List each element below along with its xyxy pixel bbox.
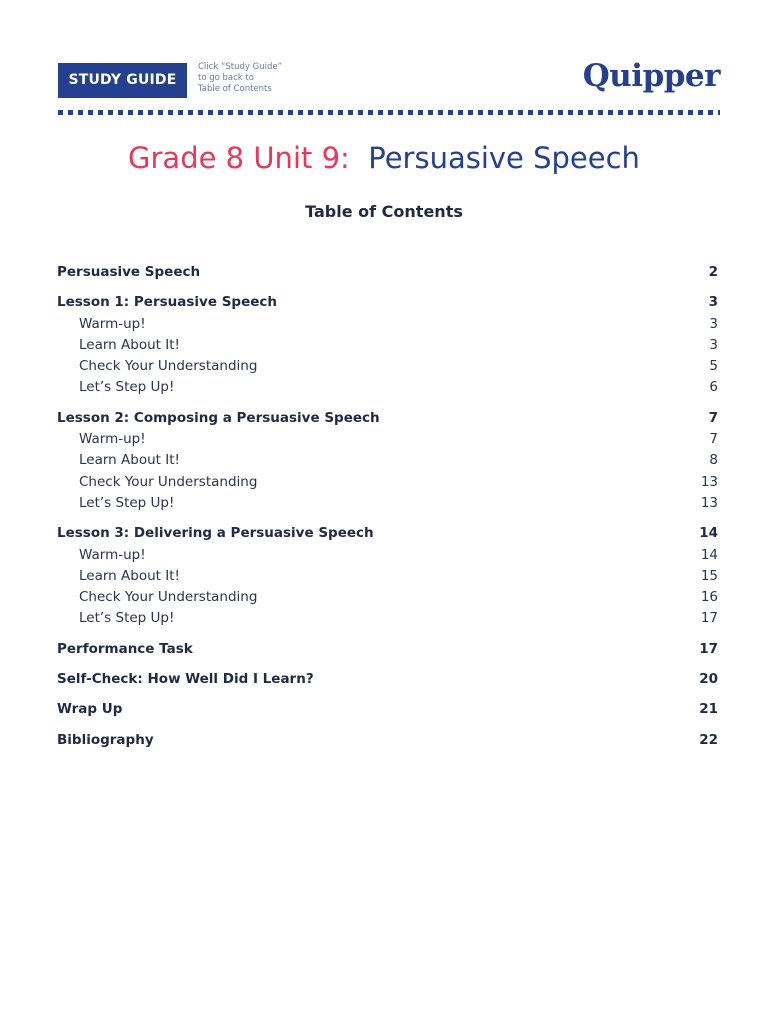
toc-subsection-link[interactable]: [57, 377, 718, 398]
table-of-contents: [57, 262, 718, 751]
toc-subsection-link[interactable]: [57, 450, 718, 471]
toc-subsection-link[interactable]: [57, 566, 718, 587]
toc-subsection-label: Let’s Step Up!: [79, 610, 175, 627]
study-guide-hint: [198, 62, 282, 95]
toc-subsection-label: Learn About It!: [79, 452, 180, 469]
toc-page-number: 17: [700, 610, 718, 627]
toc-subsection-link[interactable]: [57, 335, 718, 356]
toc-section-label: Bibliography: [57, 731, 154, 748]
toc-page-number: 20: [699, 671, 718, 688]
hint-line: Click “Study Guide”: [198, 62, 282, 72]
toc-section-label: Lesson 3: Delivering a Persuasive Speech: [57, 525, 374, 542]
toc-section-label: Self-Check: How Well Did I Learn?: [57, 671, 314, 688]
toc-gap: [57, 690, 718, 699]
toc-gap: [57, 660, 718, 669]
toc-section-label: Performance Task: [57, 640, 193, 657]
toc-section-link[interactable]: [57, 523, 718, 544]
toc-gap: [57, 721, 718, 730]
toc-page-number: 6: [709, 379, 718, 396]
toc-page-number: 7: [709, 431, 718, 448]
toc-subsection-label: Learn About It!: [79, 336, 180, 353]
toc-section-link[interactable]: [57, 669, 718, 690]
toc-page-number: 5: [709, 358, 718, 375]
toc-section-label: Wrap Up: [57, 701, 123, 718]
toc-page-number: 14: [700, 546, 718, 563]
toc-page-number: 3: [709, 315, 718, 332]
toc-subsection-link[interactable]: [57, 608, 718, 629]
toc-subsection-link[interactable]: [57, 356, 718, 377]
toc-page-number: 2: [708, 264, 718, 280]
toc-section-link[interactable]: [57, 262, 718, 283]
toc-section-label: Lesson 2: Composing a Persuasive Speech: [57, 409, 380, 426]
toc-section-link[interactable]: [57, 699, 718, 720]
quipper-logo: Quipper: [582, 58, 720, 94]
toc-page-number: 13: [700, 494, 718, 511]
toc-section-label: Lesson 1: Persuasive Speech: [57, 294, 278, 311]
toc-section-link[interactable]: [57, 292, 718, 313]
toc-page-number: 3: [708, 294, 718, 311]
toc-page-number: 8: [709, 452, 718, 469]
toc-subsection-label: Let’s Step Up!: [79, 379, 175, 396]
hint-line: Table of Contents: [198, 84, 272, 94]
toc-page-number: 15: [700, 567, 718, 584]
toc-page-number: 14: [699, 525, 718, 542]
toc-page-number: 7: [708, 409, 718, 426]
hint-line: to go back to: [198, 73, 254, 83]
toc-subsection-label: Check Your Understanding: [79, 358, 258, 375]
toc-subsection-link[interactable]: [57, 545, 718, 566]
page-header: [58, 58, 720, 98]
toc-gap: [57, 283, 718, 292]
toc-page-number: 3: [709, 336, 718, 353]
toc-section-link[interactable]: [57, 730, 718, 751]
toc-page-number: 22: [699, 731, 718, 748]
toc-subsection-label: Warm-up!: [79, 431, 146, 448]
toc-page-number: 21: [699, 701, 718, 718]
title-grade-unit: Grade 8 Unit 9:: [128, 141, 350, 175]
toc-subsection-label: Warm-up!: [79, 546, 146, 563]
toc-subsection-link[interactable]: [57, 429, 718, 450]
study-guide-button[interactable]: STUDY GUIDE: [58, 63, 187, 98]
toc-subsection-label: Check Your Understanding: [79, 473, 258, 490]
toc-section-link[interactable]: [57, 408, 718, 429]
toc-gap: [57, 630, 718, 639]
toc-page-number: 17: [699, 640, 718, 657]
toc-gap: [57, 399, 718, 408]
toc-gap: [57, 514, 718, 523]
toc-page-number: 16: [700, 589, 718, 606]
toc-subsection-label: Let’s Step Up!: [79, 494, 175, 511]
toc-subsection-link[interactable]: [57, 472, 718, 493]
toc-section-link[interactable]: [57, 639, 718, 660]
toc-page-number: 13: [700, 473, 718, 490]
toc-section-label: Persuasive Speech: [57, 264, 201, 280]
title-topic: Persuasive Speech: [368, 141, 640, 175]
toc-subsection-link[interactable]: [57, 314, 718, 335]
page-title: [0, 138, 768, 178]
toc-subsection-link[interactable]: [57, 493, 718, 514]
toc-subsection-label: Warm-up!: [79, 315, 146, 332]
toc-subsection-label: Check Your Understanding: [79, 589, 258, 606]
toc-heading: Table of Contents: [305, 202, 463, 221]
dotted-divider: [58, 110, 720, 115]
toc-subsection-link[interactable]: [57, 587, 718, 608]
toc-subsection-label: Learn About It!: [79, 567, 180, 584]
